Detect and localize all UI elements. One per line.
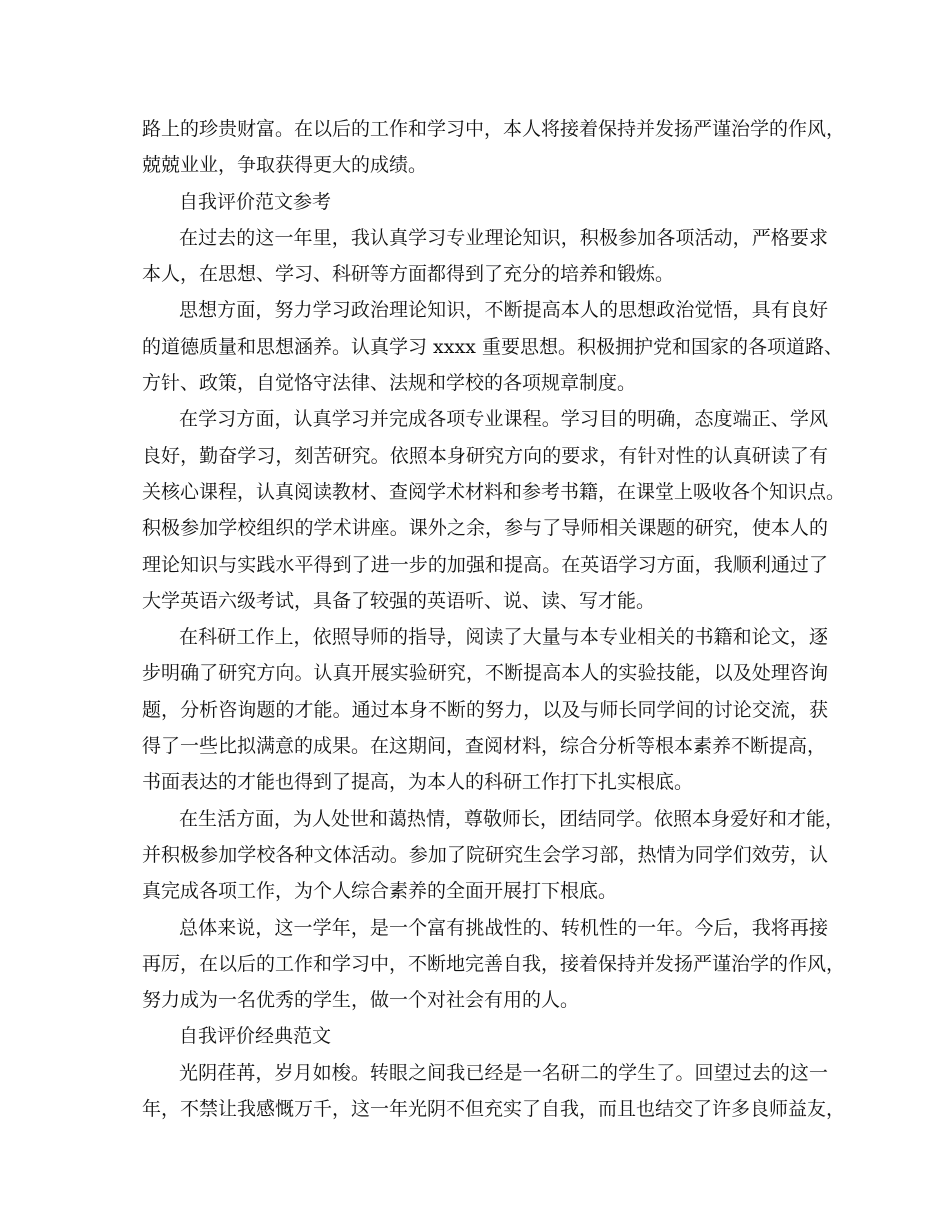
paragraph-summary (142, 910, 846, 1019)
paragraph-study (142, 401, 846, 619)
text-line: 真完成各项工作，为个人综合素养的全面开展打下根底。 (142, 880, 618, 903)
text-line: 关核心课程，认真阅读教材、查阅学术材料和参考书籍，在课堂上吸收各个知识点。 (142, 480, 846, 503)
text-line: 思想方面，努力学习政治理论知识，不断提高本人的思想政治觉悟，具有良好 (179, 299, 828, 322)
text-line: 的道德质量和思想涵养。认真学习 xxxx 重要思想。积极拥护党和国家的各项道路、 (142, 335, 843, 358)
section-heading-text: 自我评价范文参考 (179, 190, 332, 213)
paragraph-life (142, 801, 845, 910)
text-line: 并积极参加学校各种文体活动。参加了院研究生会学习部，热情为同学们效劳，认 (142, 843, 828, 866)
section-heading (142, 184, 828, 220)
text-line: 在生活方面，为人处世和蔼热情，尊敬师长，团结同学。依照本身爱好和才能， (179, 807, 845, 830)
text-line: 在过去的这一年里，我认真学习专业理论知识，积极参加各项活动，严格要求 (179, 226, 828, 249)
text-line: 努力成为一名优秀的学生，做一个对社会有用的人。 (142, 989, 580, 1012)
document-body (142, 111, 846, 1127)
section-heading (142, 1018, 828, 1054)
text-line: 本人，在思想、学习、科研等方面都得到了充分的培养和锻炼。 (142, 263, 675, 286)
text-line: 方针、政策，自觉恪守法律、法规和学校的各项规章制度。 (142, 372, 637, 395)
text-line: 兢兢业业，争取获得更大的成绩。 (142, 154, 428, 177)
text-line: 得了一些比拟满意的成果。在这期间，查阅材料，综合分析等根本素养不断提高， (142, 735, 827, 758)
text-line: 理论知识与实践水平得到了进一步的加强和提高。在英语学习方面，我顺利通过了 (142, 553, 828, 576)
section-heading-text: 自我评价经典范文 (179, 1025, 332, 1048)
text-line: 年，不禁让我感慨万千，这一年光阴不但充实了自我，而且也结交了许多良师益友， (142, 1098, 846, 1121)
text-line: 步明确了研究方向。认真开展实验研究，不断提高本人的实验技能，以及处理咨询 (142, 662, 828, 685)
text-line: 路上的珍贵财富。在以后的工作和学习中，本人将接着保持并发扬严谨治学的作风， (142, 118, 846, 140)
paragraph-ideology (142, 292, 843, 401)
paragraph-continuation (142, 111, 846, 184)
text-line: 在学习方面，认真学习并完成各项专业课程。学习目的明确，态度端正、学风 (179, 408, 828, 431)
text-line: 光阴荏苒，岁月如梭。转眼之间我已经是一名研二的学生了。回望过去的这一 (179, 1061, 828, 1084)
paragraph-intro (142, 220, 828, 293)
text-line: 再厉，在以后的工作和学习中，不断地完善自我，接着保持并发扬严谨治学的作风， (142, 952, 846, 975)
text-line: 良好，勤奋学习，刻苦研究。依照本身研究方向的要求，有针对性的认真研读了有 (142, 444, 828, 467)
paragraph-classic (142, 1055, 846, 1128)
text-line: 在科研工作上，依照导师的指导，阅读了大量与本专业相关的书籍和论文，逐 (179, 626, 828, 649)
text-line: 题，分析咨询题的才能。通过本身不断的努力，以及与师长同学间的讨论交流，获 (142, 698, 828, 721)
text-line: 大学英语六级考试，具备了较强的英语听、说、读、写才能。 (142, 589, 656, 612)
text-line: 总体来说，这一学年，是一个富有挑战性的、转机性的一年。今后，我将再接 (179, 916, 828, 939)
text-line: 积极参加学校组织的学术讲座。课外之余，参与了导师相关课题的研究，使本人的 (142, 517, 828, 540)
paragraph-research (142, 619, 828, 800)
text-line: 书面表达的才能也得到了提高，为本人的科研工作打下扎实根底。 (142, 771, 694, 794)
